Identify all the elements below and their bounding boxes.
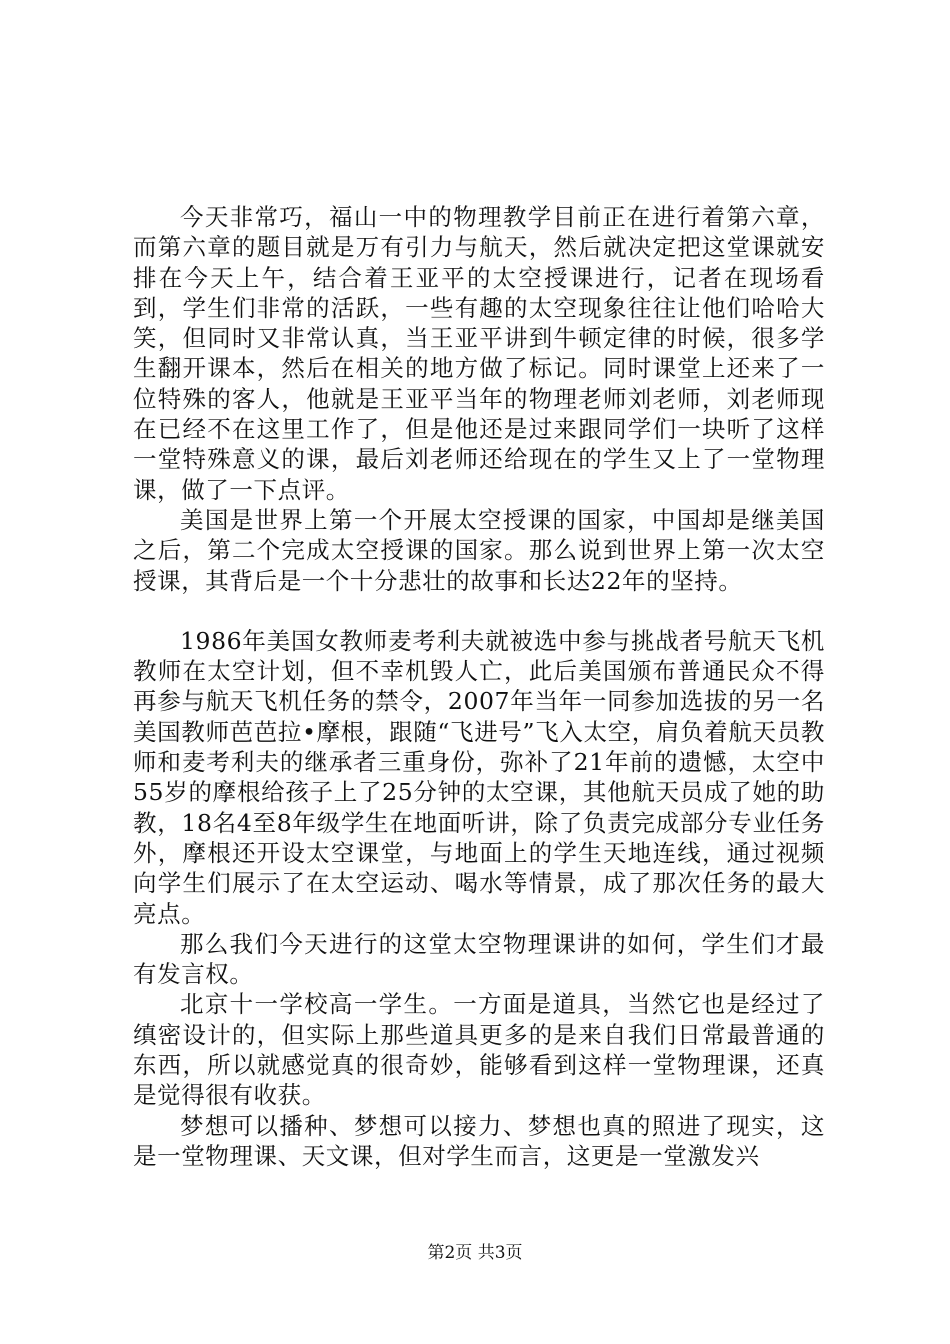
paragraph-1: 今天非常巧，福山一中的物理教学目前正在进行着第六章，而第六章的题目就是万有引力与航天，然后就决定把这堂课就安排在今天上午，结合着王亚平的太空授课进行，记者在现场看到，学生们非常的活跃，一些有趣的太空现象往往让他们哈哈大笑，但同时又非常认真，当王亚平讲到牛顿定律的时候，很多学生翻开课本，然后在相关的地方做了标记。同时课堂上还来了一位特殊的客人，他就是王亚平当年的物理老师刘老师，刘老师现在已经不在这里工作了，但是他还是过来跟同学们一块听了这样一堂特殊意义的课，最后刘老师还给现在的学生又上了一堂物理课，做了一下点评。 xyxy=(133,203,825,504)
paragraph-2: 美国是世界上第一个开展太空授课的国家，中国却是继美国之后，第二个完成太空授课的国家。那么说到世界上第一次太空授课，其背后是一个十分悲壮的故事和长达22年的坚持。 xyxy=(133,505,825,595)
page-number-footer: 第2页 共3页 xyxy=(427,1243,523,1263)
paragraph-spacer xyxy=(133,596,825,626)
paragraph-3: 1986年美国女教师麦考利夫就被选中参与挑战者号航天飞机教师在太空计划，但不幸机毁人亡，此后美国颁布普通民众不得再参与航天飞机任务的禁令，2007年当年一同参加选拔的另一名美国教师芭芭拉•摩根，跟随“飞进号”飞入太空，肩负着航天员教师和麦考利夫的继承者三重身份，弥补了21年前的遗憾，太空中55岁的摩根给孩子上了25分钟的太空课，其他航天员成了她的助教，18名4至8年级学生在地面听讲，除了负责完成部分专业任务外，摩根还开设太空课堂，与地面上的学生天地连线，通过视频向学生们展示了在太空运动、喝水等情景，成了那次任务的最大亮点。 xyxy=(133,626,825,928)
paragraph-6: 梦想可以播种、梦想可以接力、梦想也真的照进了现实，这是一堂物理课、天文课，但对学生而言，这更是一堂激发兴 xyxy=(133,1111,825,1170)
paragraph-4: 那么我们今天进行的这堂太空物理课讲的如何，学生们才最有发言权。 xyxy=(133,929,825,989)
document-body xyxy=(133,202,825,1171)
paragraph-5: 北京十一学校高一学生。一方面是道具，当然它也是经过了缜密设计的，但实际上那些道具更多的是来自我们日常最普通的东西，所以就感觉真的很奇妙，能够看到这样一堂物理课，还真是觉得很有收获。 xyxy=(133,990,825,1110)
